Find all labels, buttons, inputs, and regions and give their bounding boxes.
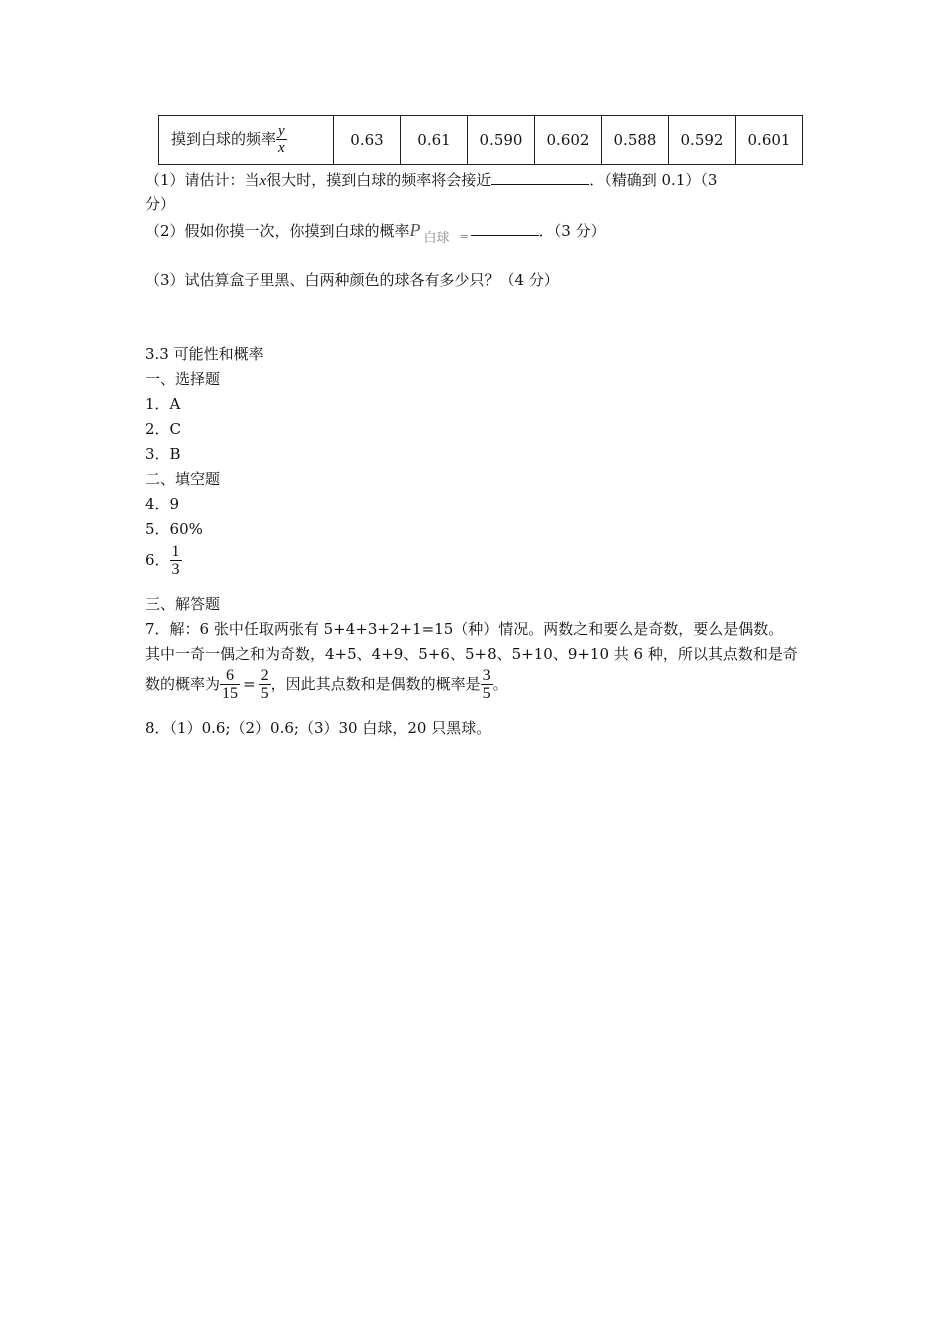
question-1-continued: 分）	[145, 195, 176, 213]
question-3: （3）试估算盒子里黑、白两种颜色的球各有多少只？（4 分）	[145, 271, 559, 289]
answer-1: 1．A	[145, 395, 181, 413]
answer-6: 6． $\frac{1}{3}$	[145, 543, 180, 578]
answer-5: 5．60%	[145, 520, 203, 538]
table-cell: 0.63	[334, 116, 401, 165]
part-heading: 一、选择题	[145, 370, 221, 388]
variable-x: x	[259, 173, 267, 189]
question-1: （1）请估计：当x很大时，摸到白球的频率将会接近 ．（精确到 0.1）（3	[145, 171, 718, 189]
table-row	[159, 116, 803, 165]
probability-symbol: P	[409, 220, 421, 240]
frequency-table	[158, 115, 803, 165]
answer-7-line-1: 7．解：6 张中任取两张有 5+4+3+2+1=15（种）情况。两数之和要么是奇数，要么是偶数。	[145, 620, 784, 638]
section-title: 3.3 可能性和概率	[145, 345, 264, 363]
answer-3: 3．B	[145, 445, 181, 463]
answer-blank	[471, 221, 539, 236]
fraction: $\frac{3}{5}$	[482, 667, 491, 702]
table-cell: 0.61	[401, 116, 468, 165]
table-row-label	[159, 116, 334, 165]
table-cell: 0.592	[669, 116, 736, 165]
table-cell: 0.601	[736, 116, 803, 165]
equals-sign: =	[459, 230, 469, 243]
probability-subscript: 白球	[423, 231, 450, 246]
answer-4: 4．9	[145, 495, 180, 513]
fraction: $\frac{2}{5}$	[260, 667, 269, 702]
answer-7-line-3: 数的概率为 $\frac{6}{15}$ = $\frac{2}{5}$ ，因此其点数和是偶数的概率是 $\frac{3}{5}$ 。	[145, 667, 508, 702]
answer-2: 2．C	[145, 420, 182, 438]
row-label-text: 摸到白球的频率	[171, 130, 277, 148]
answer-7-line-2: 其中一奇一偶之和为奇数，4+5、4+9、5+6、5+8、5+10、9+10 共 6 种，所以其点数和是奇	[145, 645, 798, 663]
table-cell: 0.602	[535, 116, 602, 165]
answer-blank	[491, 170, 589, 185]
part-heading: 二、填空题	[145, 470, 221, 488]
part-heading: 三、解答题	[145, 595, 221, 613]
fraction: $\frac{6}{15}$	[222, 667, 239, 702]
table-cell: 0.590	[468, 116, 535, 165]
table-cell: 0.588	[602, 116, 669, 165]
frequency-fraction: $\frac{y}{x}$	[278, 123, 285, 156]
answer-8: 8．（1）0.6;（2）0.6;（3）30 白球，20 只黑球。	[145, 719, 492, 737]
fraction: $\frac{1}{3}$	[171, 543, 180, 578]
question-2: （2）假如你摸一次，你摸到白球的概率P 白球 $_=$ ．（3 分）	[145, 220, 606, 246]
